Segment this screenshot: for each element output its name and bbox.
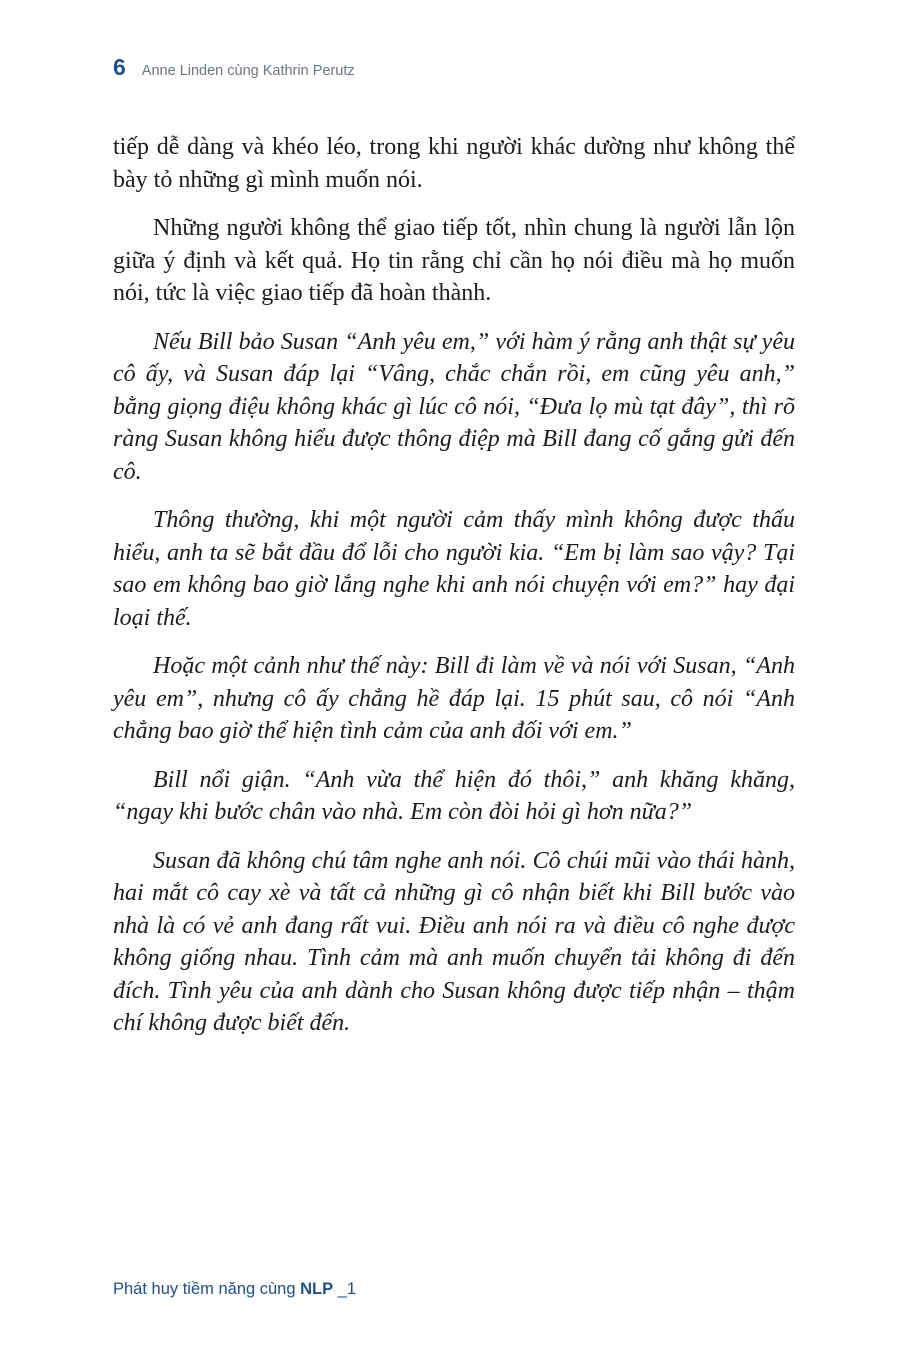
footer-title-nlp: NLP [300, 1280, 334, 1298]
paragraph-example: Susan đã không chú tâm nghe anh nói. Cô chúi mũi vào thái hành, hai mắt cô cay xè và tất cả những gì cô nhận biết khi Bill bước vào nhà là có vẻ anh đang rất vui. Điều anh nói ra và điều cô nghe được không giống nhau. Tình cảm mà anh muốn chuyển tải không đi đến đích. Tình yêu của anh dành cho Susan không được tiếp nhận – thậm chí không được biết đến. [113, 847, 795, 1036]
page-number: 6 [113, 54, 126, 80]
author-line: Anne Linden cùng Kathrin Perutz [141, 63, 355, 79]
paragraph-example: Hoặc một cảnh như thế này: Bill đi làm về và nói với Susan, “Anh yêu em”, nhưng cô ấy chẳng hề đáp lại. 15 phút sau, cô nói “Anh chẳng bao giờ thể hiện tình cảm của anh đối với em.” [113, 653, 795, 744]
paragraph-example: Thông thường, khi một người cảm thấy mình không được thấu hiểu, anh ta sẽ bắt đầu đổ lỗi cho người kia. “Em bị làm sao vậy? Tại sao em không bao giờ lắng nghe khi anh nói chuyện với em?” hay đại loại thế. [113, 507, 795, 631]
book-title-footer [113, 1280, 356, 1299]
paragraph: tiếp dễ dàng và khéo léo, trong khi người khác dường như không thể bày tỏ những gì mình muốn nói. [113, 134, 795, 193]
paragraph-example: Nếu Bill bảo Susan “Anh yêu em,” với hàm ý rằng anh thật sự yêu cô ấy, và Susan đáp lại “Vâng, chắc chắn rồi, em cũng yêu anh,” bằng giọng điệu không khác gì lúc cô nói, “Đưa lọ mù tạt đây”, thì rõ ràng Susan không hiểu được thông điệp mà Bill đang cố gắng gửi đến cô. [113, 328, 795, 485]
footer-title-suffix: _1 [333, 1280, 357, 1298]
body-text [113, 131, 795, 1056]
footer-title-prefix: Phát huy tiềm năng cùng [113, 1280, 301, 1298]
paragraph: Những người không thể giao tiếp tốt, nhìn chung là người lẫn lộn giữa ý định và kết quả. Họ tin rằng chỉ cần họ nói điều mà họ muốn nói, tức là việc giao tiếp đã hoàn thành. [113, 215, 795, 306]
paragraph-example: Bill nổi giận. “Anh vừa thể hiện đó thôi,” anh khăng khăng, “ngay khi bước chân vào nhà. Em còn đòi hỏi gì hơn nữa?” [113, 766, 795, 825]
running-head [113, 54, 355, 84]
